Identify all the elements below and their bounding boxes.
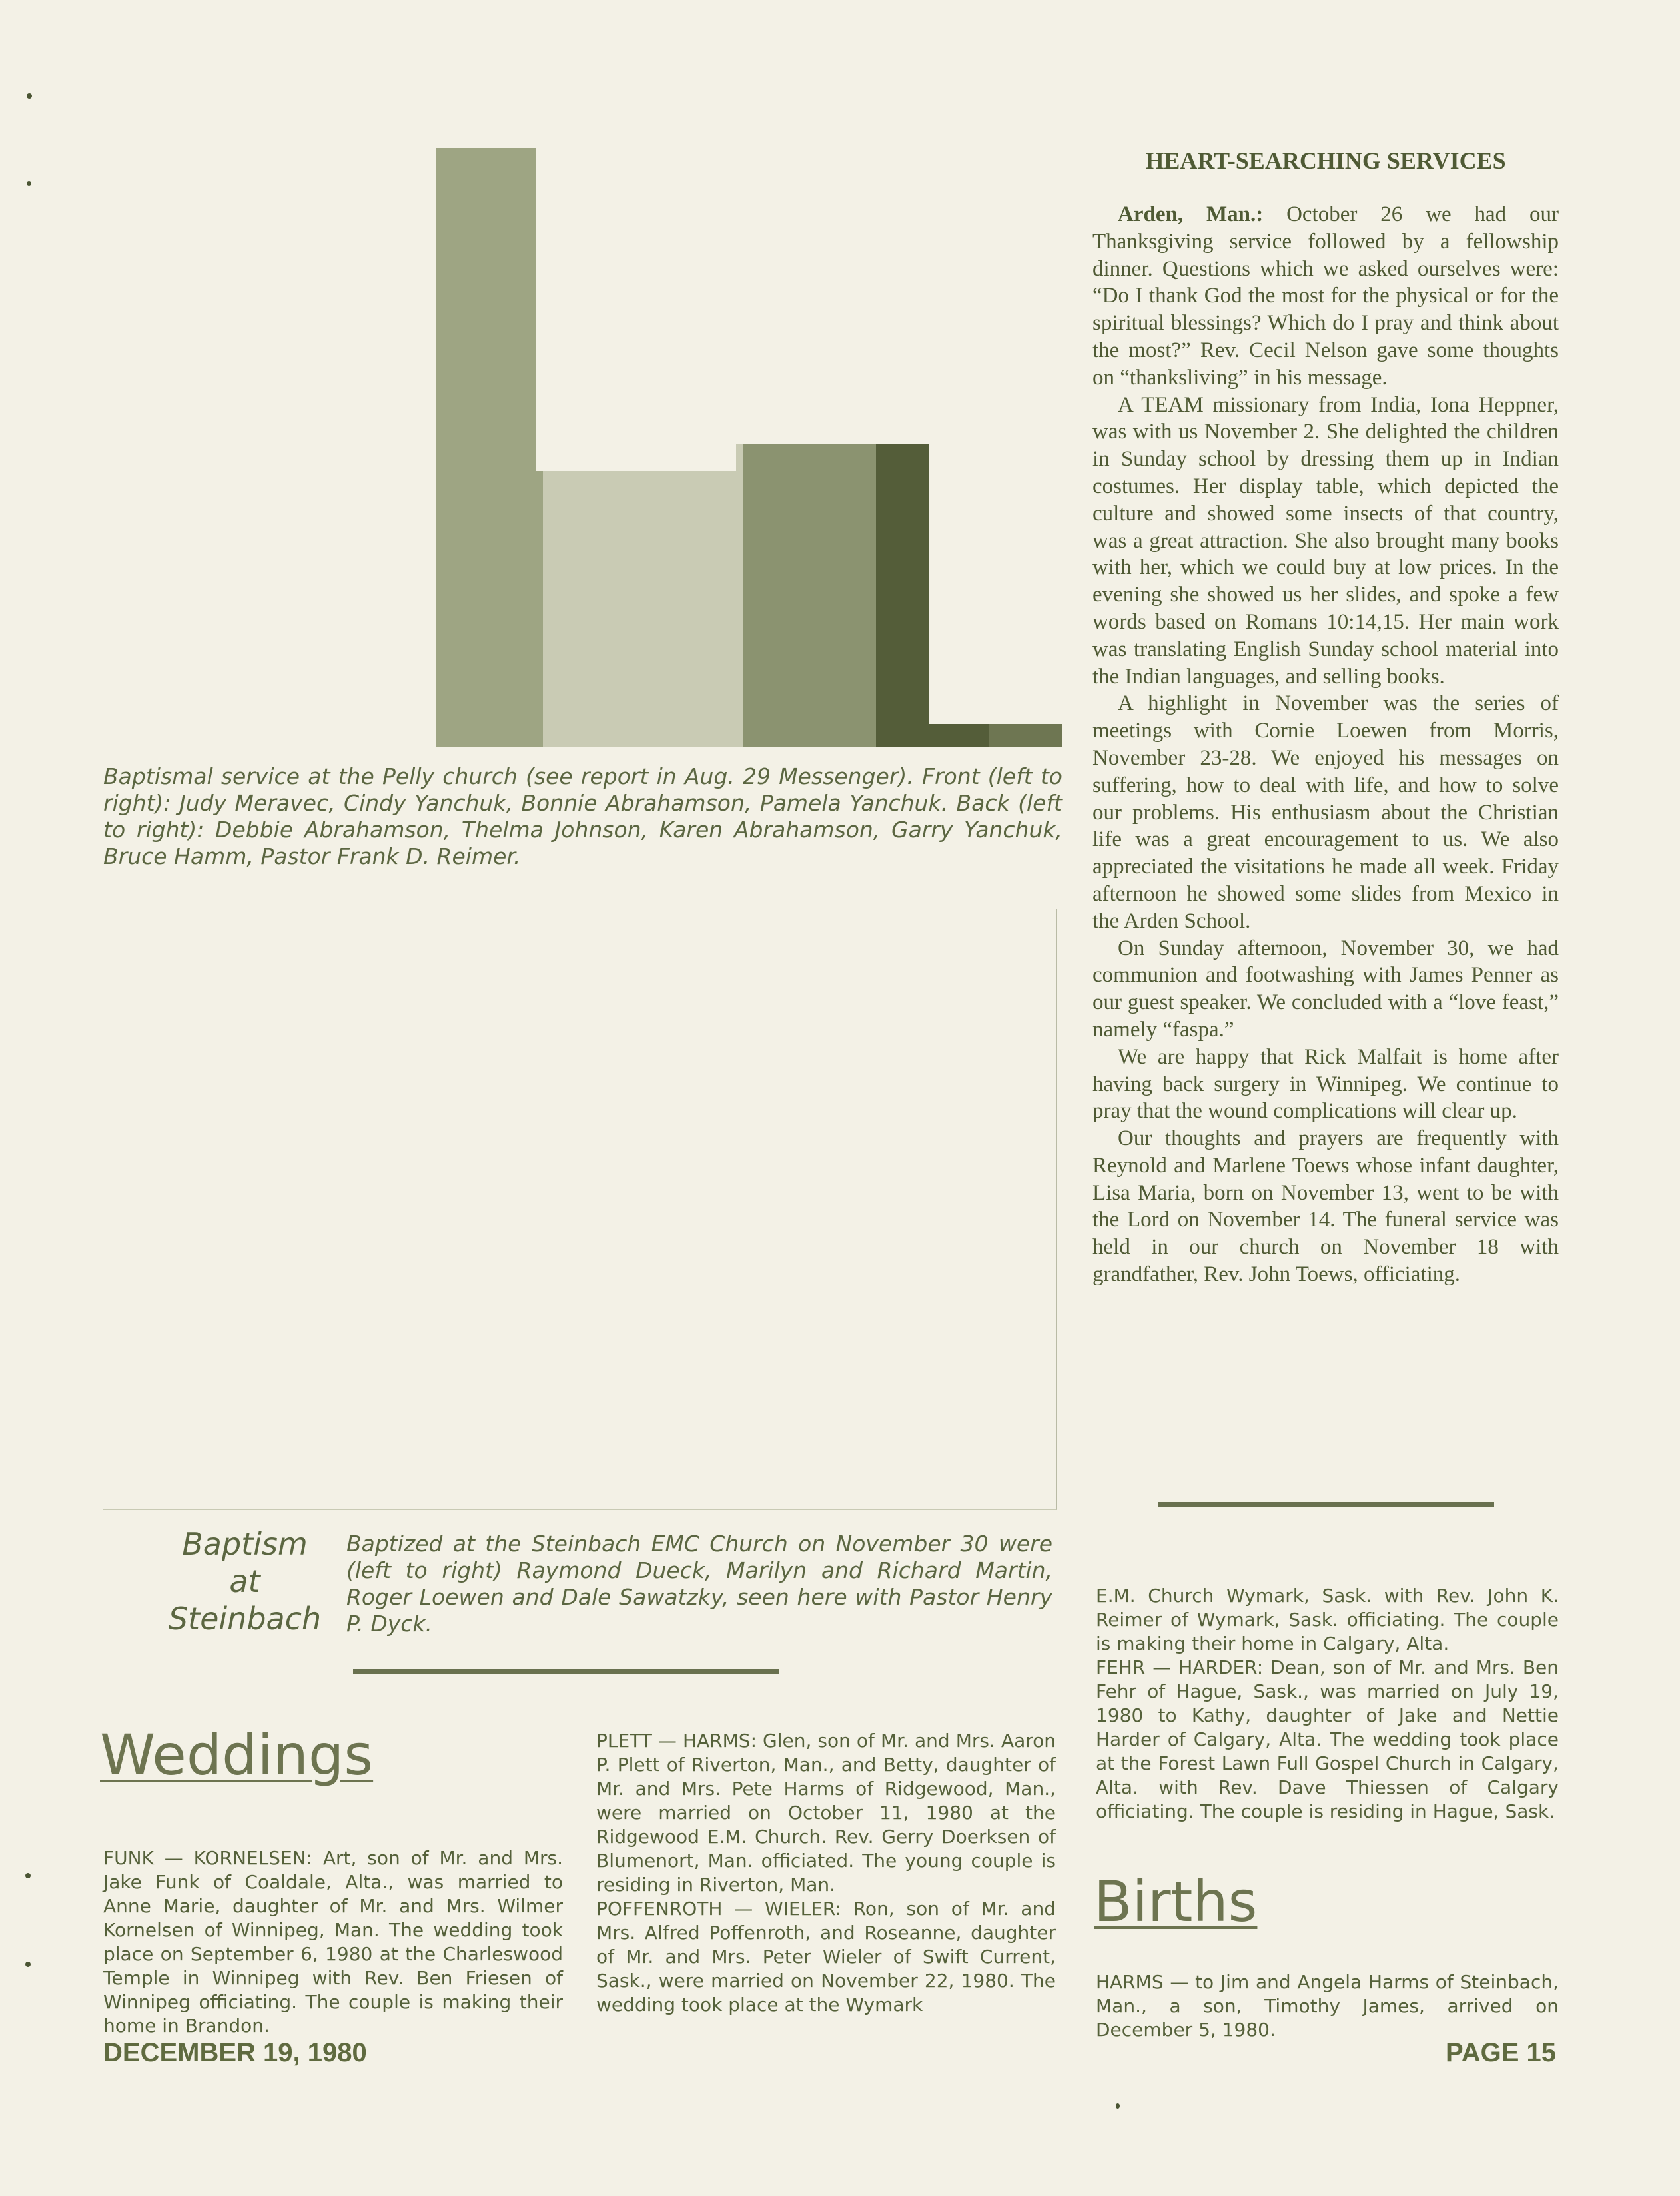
paragraph-6: Our thoughts and prayers are frequently with Reynold and Marlene Toews whose infant daughter, Lisa Maria, born on November 13, went to be with the Lord on November 14. The funeral service was held in our church on November 18 with grandfather, Rev. John Toews, officiating. <box>1092 1126 1559 1287</box>
weddings-col3 <box>1096 1584 1559 1824</box>
weddings-heading: Weddings <box>100 1722 374 1788</box>
photo1-caption: Baptismal service at the Pelly church (see report in Aug. 29 Messenger). Front (left to right): Judy Meravec, Cindy Yanchuk, Bonnie Abrahamson, Pamela Yanchuk. Back (left to right): Debbie Abrahamson, Thelma Johnson, Karen Abrahamson, Garry Yanchuk, Bruce Hamm, Pastor Frank D. Reimer. <box>103 763 1062 869</box>
paragraph-1 <box>1092 201 1559 392</box>
baptism-photo-pelly <box>103 148 1062 747</box>
photo2-caption: Baptized at the Steinbach EMC Church on November 30 were (left to right) Raymond Dueck, Marilyn and Richard Martin, Roger Loewen and Dale Sawatzky, seen here with Pastor Henry P. Dyck. <box>346 1531 1052 1637</box>
wedding-entry: POFFENROTH — WIELER: Ron, son of Mr. and Mrs. Alfred Poffenroth, and Roseanne, daughter of Mr. and Mrs. Peter Wieler of Swift Current, Sask., were married on November 22, 1980. The wedding took place at the Wymark <box>596 1898 1056 2015</box>
heart-searching-body <box>1092 201 1559 1288</box>
photo-mask <box>536 148 736 471</box>
wedding-entry: FEHR — HARDER: Dean, son of Mr. and Mrs. Ben Fehr of Hague, Sask., was married on July 19, 1980 to Kathy, daughter of Jake and Nettie Harder of Calgary, Alta. The wedding took place at the Forest Lawn Full Gospel Church in Calgary, Alta. with Rev. Dave Thiessen of Calgary officiating. The couple is residing in Hague, Sask. <box>1096 1656 1559 1822</box>
divider-rule <box>1158 1502 1494 1507</box>
photo-mask <box>929 444 1062 724</box>
photo-mask <box>103 444 350 747</box>
births-heading: Births <box>1094 1869 1258 1934</box>
side-title-line-2: at <box>229 1563 260 1599</box>
wedding-entry: PLETT — HARMS: Glen, son of Mr. and Mrs. Aaron P. Plett of Riverton, Man., and Betty, daughter of Mr. and Mrs. Pete Harms of Ridgewood, Man., were married on October 11, 1980 at the Ridgewood E.M. Church. Rev. Gerry Doerksen of Blumenort, Man. officiated. The young couple is residing in Riverton, Man. <box>596 1730 1056 1896</box>
print-speck <box>27 93 32 99</box>
print-speck <box>1116 2103 1120 2109</box>
wedding-entry: FUNK — KORNELSEN: Art, son of Mr. and Mrs. Jake Funk of Coaldale, Alta., was married to Anne Marie, daughter of Mr. and Mrs. Wilmer Kornelsen of Winnipeg, Man. The wedding took place on September 6, 1980 at the Charleswood Temple in Winnipeg with Rev. Ben Friesen of Winnipeg officiating. The couple is making their home in Brandon. <box>103 1847 563 2037</box>
divider-rule <box>353 1669 779 1674</box>
weddings-col1 <box>103 1846 563 2038</box>
heart-searching-title: HEART-SEARCHING SERVICES <box>1145 147 1506 174</box>
print-speck <box>25 1962 31 1967</box>
print-speck <box>27 181 31 186</box>
paragraph-5: We are happy that Rick Malfait is home after having back surgery in Winnipeg. We continue to pray that the wound complications will clear up. <box>1092 1044 1559 1124</box>
paragraph-4: On Sunday afternoon, November 30, we had communion and footwashing with James Penner as our guest speaker. We concluded with a “love feast,” namely “faspa.” <box>1092 936 1559 1042</box>
footer-page-number: PAGE 15 <box>1446 2038 1556 2067</box>
births-entry: HARMS — to Jim and Angela Harms of Steinbach, Man., a son, Timothy James, arrived on December 5, 1980. <box>1096 1971 1559 2041</box>
photo2-side-title <box>157 1525 333 1637</box>
print-speck <box>25 1873 31 1878</box>
paragraph-3: A highlight in November was the series of meetings with Cornie Loewen from Morris, November 23-28. We enjoyed his messages on suffering, how to deal with life, and how to solve our problems. His enthusiasm about the Christian life was a great encouragement to us. We also appreciated the visitations he made all week. Friday afternoon he showed some slides from Mexico in the Arden School. <box>1092 691 1559 933</box>
baptism-photo-steinbach <box>103 909 1057 1510</box>
paragraph-1-text: October 26 we had our Thanksgiving service followed by a fellowship dinner. Questions which we asked ourselves were: “Do I thank God the most for the physical or for the spiritual blessings? Which do I pray and think about the most?” Rev. Cecil Nelson gave some thoughts on “thanksliving” in his message. <box>1092 202 1559 390</box>
side-title-line-3: Steinbach <box>168 1601 322 1637</box>
wedding-entry: E.M. Church Wymark, Sask. with Rev. John K. Reimer of Wymark, Sask. officiating. The couple is making their home in Calgary, Alta. <box>1096 1585 1559 1654</box>
photo-mask <box>350 148 436 471</box>
paragraph-2: A TEAM missionary from India, Iona Heppner, was with us November 2. She delighted the children in Sunday school by dressing them up in Indian costumes. Her display table, which depicted the culture and showed some insects of that country, was a great attraction. She also brought many books with her, which we could buy at low prices. In the evening she showed us her slides, and spoke a few words based on Romans 10:14,15. Her main work was translating English Sunday school material into the Indian languages, and selling books. <box>1092 392 1559 689</box>
photo-mask <box>736 148 1062 444</box>
footer-date: DECEMBER 19, 1980 <box>103 2038 367 2067</box>
side-title-line-1: Baptism <box>182 1526 308 1562</box>
weddings-col2 <box>596 1729 1056 2017</box>
location-lead: Arden, Man.: <box>1118 202 1264 226</box>
